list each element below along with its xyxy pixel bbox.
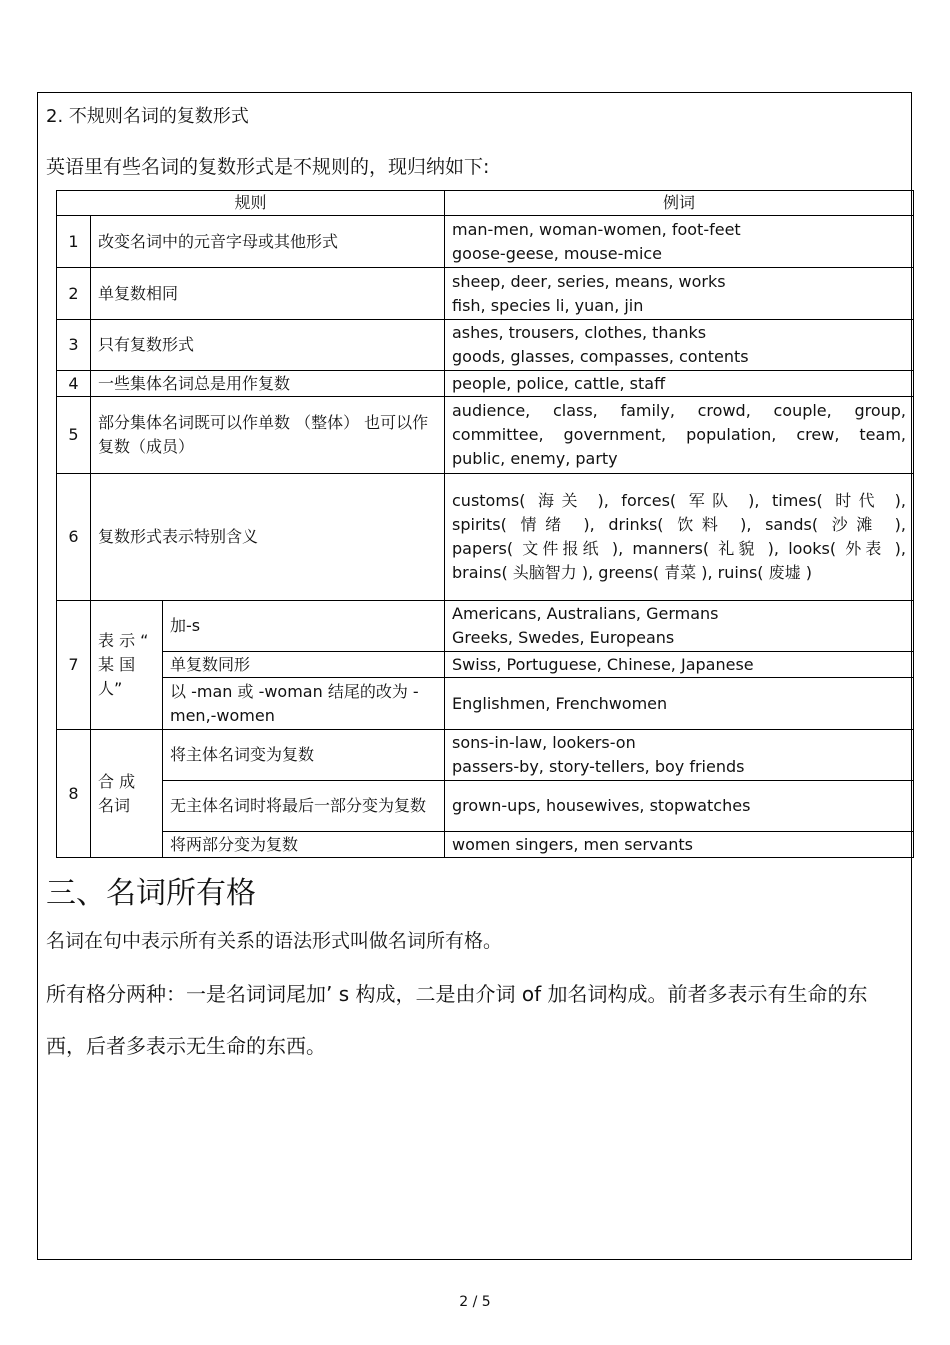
example-line: fish, species li, yuan, jin bbox=[452, 295, 644, 315]
paragraph-definition: 名词在句中表示所有关系的语法形式叫做名词所有格。 bbox=[46, 930, 503, 952]
examples-cell bbox=[445, 216, 914, 268]
table-row bbox=[57, 474, 914, 601]
examples-cell bbox=[445, 832, 914, 858]
heading-possessive: 三、名词所有格 bbox=[46, 876, 256, 911]
example-line: man-men, woman-women, foot-feet bbox=[452, 219, 741, 239]
table-row bbox=[57, 781, 914, 832]
examples-cell bbox=[445, 601, 914, 652]
example-line: goose-geese, mouse-mice bbox=[452, 243, 663, 263]
example-line: spirits( 情绪 ), drinks( 饮料 ), sands( 沙滩 ), bbox=[452, 515, 906, 534]
table-row bbox=[57, 371, 914, 397]
examples-cell bbox=[445, 397, 914, 474]
section-title: 2. 不规则名词的复数形式 bbox=[46, 106, 249, 127]
table-row bbox=[57, 268, 914, 320]
row-number: 4 bbox=[57, 371, 91, 397]
table-row bbox=[57, 652, 914, 678]
example-line: Englishmen, Frenchwomen bbox=[452, 693, 668, 713]
rule-cell: 改变名词中的元音字母或其他形式 bbox=[91, 216, 445, 268]
rule-cell: 只有复数形式 bbox=[91, 320, 445, 371]
rule-cell: 加-s bbox=[163, 601, 445, 652]
rule-cell: 单复数同形 bbox=[163, 652, 445, 678]
category-cell: 合 成 名词 bbox=[91, 730, 163, 858]
header-examples: 例词 bbox=[445, 191, 914, 216]
examples-cell bbox=[445, 652, 914, 678]
example-line: Greeks, Swedes, Europeans bbox=[452, 628, 675, 647]
example-line: people, police, cattle, staff bbox=[452, 373, 666, 393]
examples-cell bbox=[445, 678, 914, 730]
rule-cell: 以 -man 或 -woman 结尾的改为 -men,-women bbox=[163, 678, 445, 730]
table-row bbox=[57, 730, 914, 781]
example-line: ashes, trousers, clothes, thanks bbox=[452, 323, 707, 342]
example-line: sheep, deer, series, means, works bbox=[452, 271, 726, 291]
examples-cell bbox=[445, 474, 914, 601]
examples-cell bbox=[445, 781, 914, 832]
example-line: audience, class, family, crowd, couple, group, bbox=[452, 401, 906, 420]
rule-cell: 无主体名词时将最后一部分变为复数 bbox=[163, 781, 445, 832]
table-header-row bbox=[57, 191, 914, 216]
irregular-plurals-table bbox=[56, 190, 914, 858]
row-number: 7 bbox=[57, 601, 91, 730]
examples-cell bbox=[445, 268, 914, 320]
table-row bbox=[57, 678, 914, 730]
example-line: papers( 文件报纸 ), manners( 礼貌 ), looks( 外表 ), bbox=[452, 539, 906, 558]
example-line: committee, government, population, crew, team, bbox=[452, 425, 906, 444]
row-number: 3 bbox=[57, 320, 91, 371]
examples-cell bbox=[445, 730, 914, 781]
table-row bbox=[57, 601, 914, 652]
row-number: 8 bbox=[57, 730, 91, 858]
table-row bbox=[57, 832, 914, 858]
table-row bbox=[57, 397, 914, 474]
intro-text: 英语里有些名词的复数形式是不规则的，现归纳如下: bbox=[46, 156, 490, 178]
page-number: 2 / 5 bbox=[459, 1294, 491, 1310]
row-number: 2 bbox=[57, 268, 91, 320]
rule-cell: 将两部分变为复数 bbox=[163, 832, 445, 858]
row-number: 5 bbox=[57, 397, 91, 474]
rule-cell: 一些集体名词总是用作复数 bbox=[91, 371, 445, 397]
table-row bbox=[57, 216, 914, 268]
row-number: 1 bbox=[57, 216, 91, 268]
example-line: grown-ups, housewives, stopwatches bbox=[452, 796, 751, 815]
example-line: public, enemy, party bbox=[452, 449, 618, 468]
rule-cell: 将主体名词变为复数 bbox=[163, 730, 445, 781]
rule-cell: 部分集体名词既可以作单数 （整体） 也可以作复数（成员） bbox=[91, 397, 445, 474]
examples-cell bbox=[445, 320, 914, 371]
example-line: goods, glasses, compasses, contents bbox=[452, 347, 749, 366]
header-rule: 规则 bbox=[57, 191, 445, 216]
example-line: brains( 头脑智力 ), greens( 青菜 ), ruins( 废墟 ) bbox=[452, 563, 812, 582]
table-row bbox=[57, 320, 914, 371]
example-line: customs( 海关 ), forces( 军队 ), times( 时代 ), bbox=[452, 491, 906, 510]
example-line: Americans, Australians, Germans bbox=[452, 604, 719, 623]
paragraph-types: 所有格分两种：一是名词词尾加’ s 构成，二是由介词 of 加名词构成。前者多表示有生命的东西，后者多表示无生命的东西。 bbox=[46, 982, 868, 1058]
row-number: 6 bbox=[57, 474, 91, 601]
category-cell: 表 示 “ 某 国人” bbox=[91, 601, 163, 730]
example-line: women singers, men servants bbox=[452, 834, 693, 854]
rule-cell: 复数形式表示特别含义 bbox=[91, 474, 445, 601]
example-line: passers-by, story-tellers, boy friends bbox=[452, 757, 745, 776]
example-line: Swiss, Portuguese, Chinese, Japanese bbox=[452, 654, 754, 674]
examples-cell bbox=[445, 371, 914, 397]
rule-cell: 单复数相同 bbox=[91, 268, 445, 320]
example-line: sons-in-law, lookers-on bbox=[452, 733, 636, 752]
